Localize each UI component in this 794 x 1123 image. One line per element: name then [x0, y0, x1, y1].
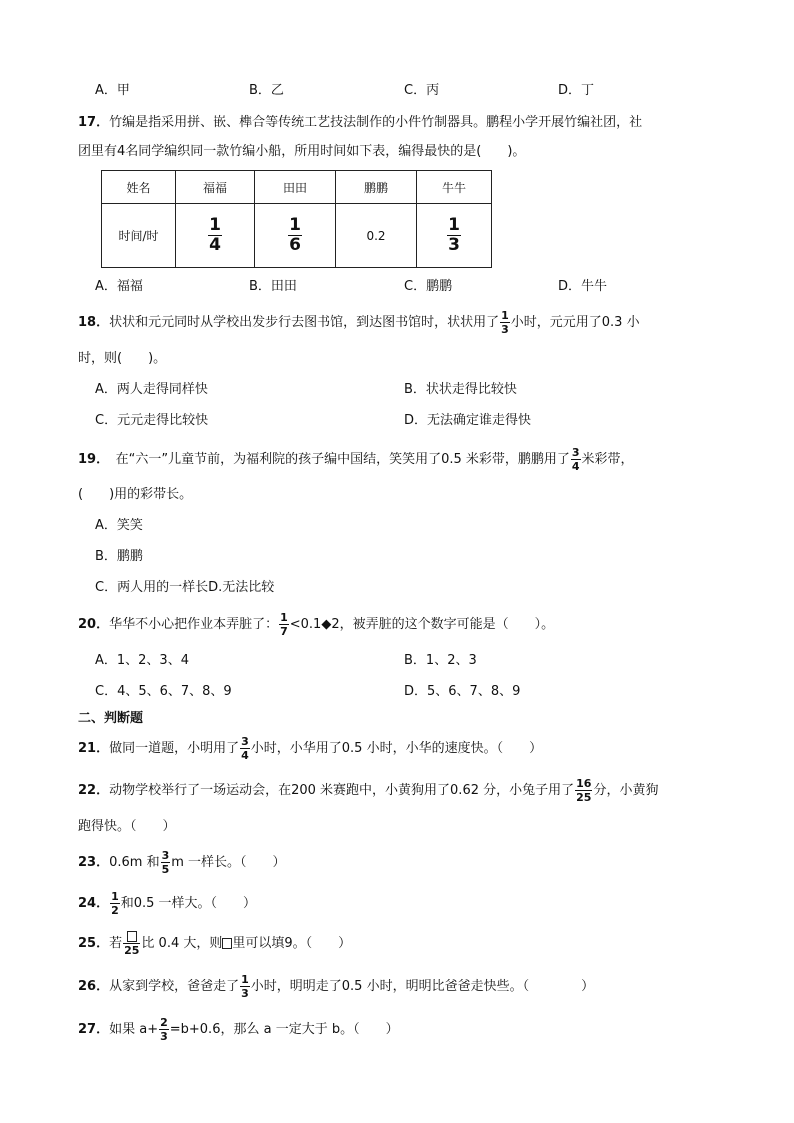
- q24-line: [78, 888, 256, 920]
- q17-option-c: C．鹏鹏: [404, 279, 453, 294]
- q19-text-a: 在“六一”儿童节前，为福利院的孩子编中国结，笑笑用了0.5 米彩带，鹏鹏用了: [102, 452, 570, 467]
- q20-number: 20．: [78, 617, 110, 632]
- q19-option-c: C．两人用的一样长D.无法比较: [95, 580, 275, 595]
- q25-text-a: 若: [109, 936, 123, 951]
- fraction: $\frac{2}{3}$: [160, 1016, 168, 1043]
- table-header-row: [102, 171, 492, 204]
- table-cell-tiantian: [255, 204, 336, 268]
- q20-line1: [78, 609, 554, 641]
- q19-text-b: 米彩带，: [581, 452, 634, 467]
- q18-number: 18．: [78, 315, 110, 330]
- q26-text-b: 小时，明明走了0.5 小时，明明比爸爸走快些。（ ）: [250, 979, 595, 994]
- q27-line: [78, 1012, 399, 1048]
- fraction: $\frac{3}{4}$: [241, 735, 249, 762]
- q22-text-line2: 跑得快。（ ）: [78, 819, 176, 834]
- q26-text-a: 从家到学校，爸爸走了: [109, 979, 240, 994]
- table-header-fufu: 福福: [176, 171, 255, 204]
- q19-text-line2: ( )用的彩带长。: [78, 487, 193, 502]
- q17-number: 17．: [78, 115, 110, 130]
- q18-option-d: D．无法确定谁走得快: [404, 413, 532, 428]
- q19-number: 19．: [78, 452, 103, 467]
- q16-option-d: D．丁: [558, 83, 595, 98]
- q17-option-b: B．田田: [249, 279, 297, 294]
- fraction: $\frac{1}{6}$: [289, 215, 301, 255]
- q17-time-table: [101, 170, 492, 268]
- q18-text-b: 小时，元元用了0.3 小: [510, 315, 640, 330]
- q23-text-a: 0.6m 和: [109, 855, 160, 870]
- q25-text-b: 比 0.4 大，则: [141, 936, 223, 951]
- q18-option-a: A．两人走得同样快: [95, 382, 208, 397]
- fraction: $\frac{1}{3}$: [241, 973, 249, 1000]
- q24-number: 24．: [78, 896, 110, 911]
- q17-option-d: D．牛牛: [558, 279, 608, 294]
- q16-option-c: C．丙: [404, 83, 440, 98]
- q20-text-a: 华华不小心把作业本弄脏了：: [109, 617, 279, 632]
- section-heading-judgement: 二、判断题: [78, 711, 144, 726]
- q18-text-a: 状状和元元同时从学校出发步行去图书馆，到达图书馆时，状状用了: [109, 315, 500, 330]
- q25-text-c: 里可以填9。（ ）: [232, 936, 352, 951]
- q20-option-c: C．4、5、6、7、8、9: [95, 684, 232, 699]
- fraction: $\frac{16}{25}$: [576, 777, 592, 804]
- q20-option-a: A．1、2、3、4: [95, 653, 189, 668]
- q17-option-a: A．福福: [95, 279, 143, 294]
- q27-number: 27．: [78, 1022, 110, 1037]
- q21-text-a: 做同一道题，小明用了: [109, 741, 240, 756]
- q21-line: [78, 733, 542, 765]
- q19-option-b: B．鹏鹏: [95, 549, 143, 564]
- table-header-name: 姓名: [102, 171, 176, 204]
- q21-number: 21．: [78, 741, 110, 756]
- q18-line1: [78, 305, 640, 341]
- table-cell-fufu: [176, 204, 255, 268]
- q17-text-line2: 团里有4名同学编织同一款竹编小船，所用时间如下表，编得最快的是( )。: [78, 144, 526, 159]
- table-row: [102, 204, 492, 268]
- fraction: $\frac{1}{2}$: [111, 890, 119, 917]
- q20-option-d: D．5、6、7、8、9: [404, 684, 521, 699]
- table-header-tiantian: 田田: [255, 171, 336, 204]
- fraction: $\frac{1}{3}$: [448, 215, 460, 255]
- q24-text-b: 和0.5 一样大。（ ）: [120, 896, 257, 911]
- blank-box-icon: [222, 938, 232, 949]
- q25-number: 25．: [78, 936, 110, 951]
- q23-line: [78, 846, 286, 880]
- table-cell-niuniu: [417, 204, 492, 268]
- table-header-pengpeng: 鹏鹏: [336, 171, 417, 204]
- table-header-niuniu: 牛牛: [417, 171, 492, 204]
- q26-line: [78, 970, 594, 1004]
- q25-line: [78, 928, 351, 960]
- q23-text-b: m 一样长。（ ）: [171, 855, 286, 870]
- q18-option-c: C．元元走得比较快: [95, 413, 209, 428]
- q19-option-a: A．笑笑: [95, 518, 143, 533]
- q18-option-b: B．状状走得比较快: [404, 382, 517, 397]
- q16-option-b: B．乙: [249, 83, 284, 98]
- blank-box-icon: [127, 931, 137, 942]
- table-cell-pengpeng: 0.2: [336, 204, 417, 268]
- q27-text-b: =b+0.6，那么 a 一定大于 b。（ ）: [169, 1022, 399, 1037]
- fraction: $\frac{1}{7}$: [280, 611, 288, 638]
- q16-option-a: A．甲: [95, 83, 130, 98]
- q20-option-b: B．1、2、3: [404, 653, 477, 668]
- q23-number: 23．: [78, 855, 110, 870]
- q18-text-line2: 时，则( )。: [78, 351, 167, 366]
- fraction: $\frac{3}{5}$: [161, 849, 170, 876]
- fraction: $\frac{3}{4}$: [571, 446, 580, 473]
- fraction: $\frac{1}{4}$: [209, 215, 221, 255]
- q22-line1: [78, 773, 658, 809]
- q20-text-b: <0.1◆2，被弄脏的这个数字可能是（ ）。: [289, 617, 555, 632]
- table-row-label: 时间/时: [102, 204, 176, 268]
- q19-line1: [78, 442, 634, 478]
- q21-text-b: 小时，小华用了0.5 小时，小华的速度快。（ ）: [250, 741, 543, 756]
- q22-number: 22．: [78, 783, 110, 798]
- fraction: $\frac{1}{3}$: [501, 309, 509, 336]
- q22-text-b: 分，小黄狗: [593, 783, 659, 798]
- q27-text-a: 如果 a+: [109, 1022, 159, 1037]
- q26-number: 26．: [78, 979, 110, 994]
- q22-text-a: 动物学校举行了一场运动会，在200 米赛跑中，小黄狗用了0.62 分，小兔子用了: [109, 783, 575, 798]
- q17-line1: [78, 114, 642, 132]
- fraction: 25: [123, 931, 140, 957]
- q17-text-line1: 竹编是指采用拼、嵌、榫合等传统工艺技法制作的小件竹制器具。鹏程小学开展竹编社团，社: [109, 115, 643, 130]
